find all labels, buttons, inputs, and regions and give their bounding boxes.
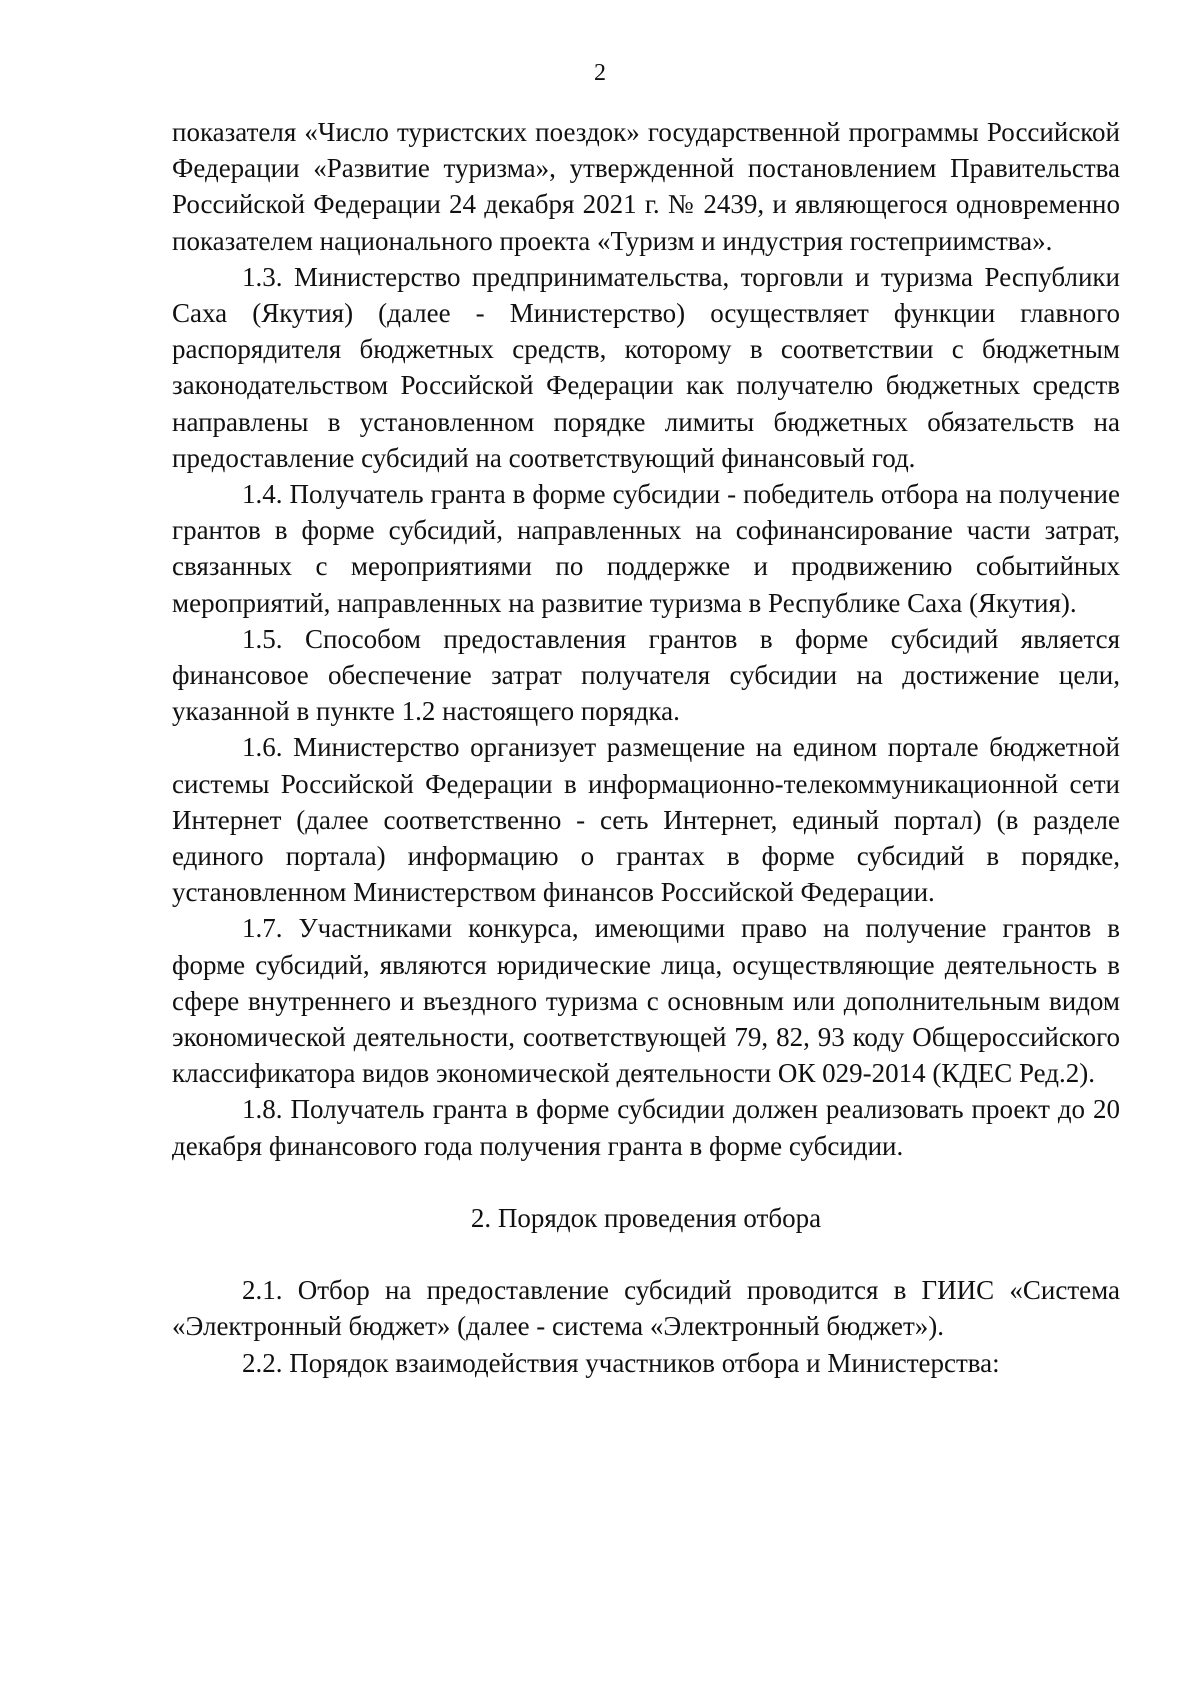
paragraph-1-7: 1.7. Участниками конкурса, имеющими право на получение грантов в форме субсидий, являются юридические лица, осуществляющие деятельность в сфере внутреннего и въездного туризма с основным или дополнительным видом экономической деятельности, соответствующей 79, 82, 93 коду Общероссийского классификатора видов экономической деятельности ОК 029-2014 (КДЕС Ред.2). bbox=[172, 913, 1120, 1089]
section-title: 2. Порядок проведения отбора bbox=[470, 1202, 822, 1233]
paragraph-1-3: 1.3. Министерство предпринимательства, торговли и туризма Республики Саха (Якутия) (далее - Министерство) осуществляет функции главного распорядителя бюджетных средств, которому в соответствии с бюджетным законодательством Российской Федерации как получателю бюджетных средств направлены в установленном порядке лимиты бюджетных обязательств на предоставление субсидий на соответствующий финансовый год. bbox=[172, 261, 1120, 473]
paragraph-1-5: 1.5. Способом предоставления грантов в форме субсидий является финансовое обеспечение затрат получателя субсидии на достижение цели, указанной в пункте 1.2 настоящего порядка. bbox=[172, 623, 1120, 727]
document-body bbox=[172, 114, 1120, 1381]
page-number: 2 bbox=[594, 60, 606, 86]
paragraph-indicator-continuation: показателя «Число туристских поездок» государственной программы Российской Федерации «Развитие туризма», утвержденной постановлением Правительства Российской Федерации 24 декабря 2021 г. № 2439, и являющегося одновременно показателем национального проекта «Туризм и индустрия гостеприимства». bbox=[172, 117, 1120, 256]
paragraph-1-8: 1.8. Получатель гранта в форме субсидии должен реализовать проект до 20 декабря финансового года получения гранта в форме субсидии. bbox=[172, 1094, 1120, 1161]
paragraph-2-1: 2.1. Отбор на предоставление субсидий проводится в ГИИС «Система «Электронный бюджет» (далее - система «Электронный бюджет»). bbox=[172, 1275, 1120, 1342]
paragraph-2-2: 2.2. Порядок взаимодействия участников отбора и Министерства: bbox=[242, 1347, 1000, 1378]
paragraph-1-6: 1.6. Министерство организует размещение на едином портале бюджетной системы Российской Федерации в информационно-телекоммуникационной сети Интернет (далее соответственно - сеть Интернет, единый портал) (в разделе единого портала) информацию о грантах в форме субсидий в порядке, установленном Министерством финансов Российской Федерации. bbox=[172, 732, 1120, 908]
paragraph-1-4: 1.4. Получатель гранта в форме субсидии - победитель отбора на получение грантов в форме субсидий, направленных на софинансирование части затрат, связанных с мероприятиями по поддержке и продвижению событийных мероприятий, направленных на развитие туризма в Республике Саха (Якутия). bbox=[172, 479, 1120, 618]
